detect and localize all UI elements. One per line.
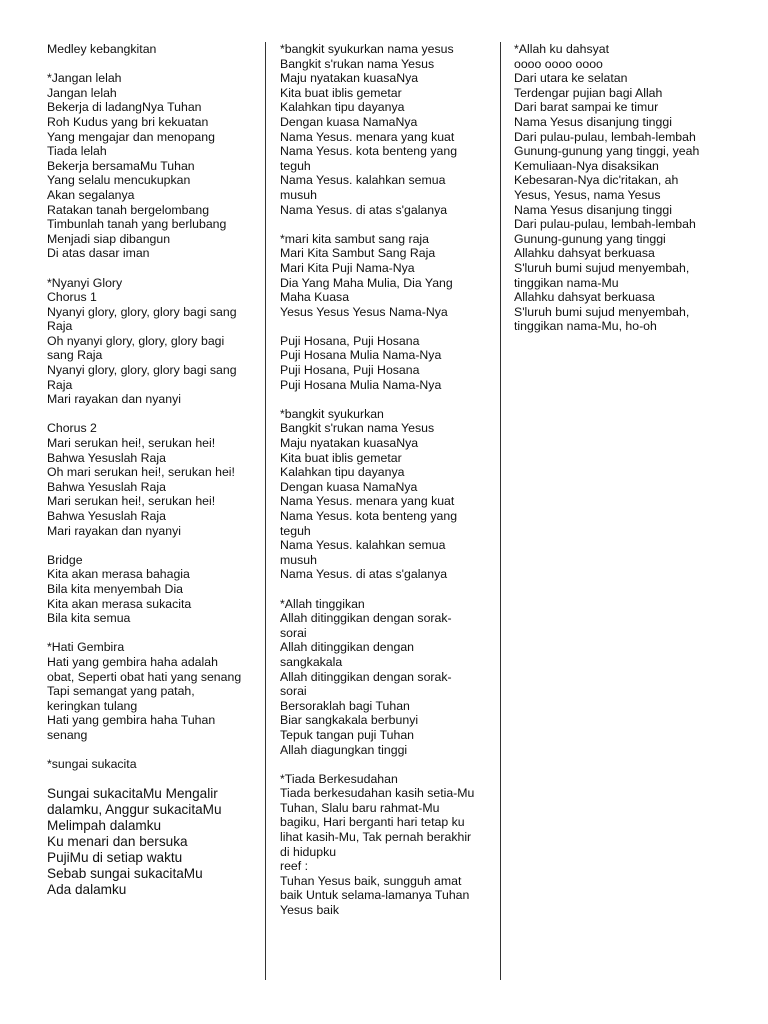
lyric-line: Nama Yesus. kalahkan semua <box>280 538 446 553</box>
lyric-line: S'luruh bumi sujud menyembah, <box>514 304 690 319</box>
lyric-line: Allah ditinggikan dengan sorak- <box>280 669 452 684</box>
lyric-line: Bahwa Yesuslah Raja <box>47 479 166 494</box>
lyric-line: Nama Yesus disanjung tinggi <box>514 202 672 217</box>
lyric-section <box>280 597 488 758</box>
stanza-gap <box>280 319 488 334</box>
lyric-line: teguh <box>280 523 311 538</box>
column-divider <box>500 42 501 980</box>
lyric-section <box>47 757 257 772</box>
lyric-line: *bangkit syukurkan <box>280 406 384 421</box>
lyric-line: *Jangan lelah <box>47 71 122 86</box>
lyric-line: Kita akan merasa bahagia <box>47 567 190 582</box>
lyric-line: sorai <box>280 684 307 699</box>
lyric-line: sangkakala <box>280 654 343 669</box>
lyric-line: Kebesaran-Nya dic'ritakan, ah <box>514 173 679 188</box>
lyric-line: Sebab sungai sukacitaMu <box>47 866 203 882</box>
lyric-line: Bila kita menyembah Dia <box>47 581 184 596</box>
lyric-line: oooo oooo oooo <box>514 56 603 71</box>
lyric-line: Nama Yesus. di atas s'galanya <box>280 567 448 582</box>
lyric-line: Nama Yesus. menara yang kuat <box>280 494 455 509</box>
lyric-line: Dari utara ke selatan <box>514 71 628 86</box>
lyric-line: *sungai sukacita <box>47 757 137 772</box>
lyric-section <box>280 407 488 582</box>
lyric-line: Hati yang gembira haha Tuhan <box>47 713 216 728</box>
lyric-line: Mari rayakan dan nyanyi <box>47 392 181 407</box>
lyric-line: Biar sangkakala berbunyi <box>280 713 419 728</box>
lyric-section <box>47 42 257 57</box>
lyric-line: Tiada lelah <box>47 144 107 159</box>
lyric-line: Maju nyatakan kuasaNya <box>280 436 419 451</box>
lyric-line: Kalahkan tipu dayanya <box>280 100 405 115</box>
lyric-section <box>47 276 257 407</box>
lyric-line: Bekerja di ladangNya Tuhan <box>47 100 202 115</box>
lyric-line: Raja <box>47 319 73 334</box>
lyric-line: sorai <box>280 625 307 640</box>
lyric-line: Jangan lelah <box>47 85 117 100</box>
lyric-line: Bahwa Yesuslah Raja <box>47 450 166 465</box>
lyric-line: Gunung-gunung yang tinggi, yeah <box>514 144 700 159</box>
lyric-line: Allah ditinggikan dengan <box>280 640 415 655</box>
lyric-line: senang <box>47 727 88 742</box>
stanza-gap <box>280 757 488 772</box>
lyric-line: Mari Kita Sambut Sang Raja <box>280 246 436 261</box>
lyric-line: Dengan kuasa NamaNya <box>280 479 418 494</box>
lyric-line: Tepuk tangan puji Tuhan <box>280 727 415 742</box>
lyric-line: Oh mari serukan hei!, serukan hei! <box>47 465 235 480</box>
stanza-gap <box>280 582 488 597</box>
lyric-line: Mari serukan hei!, serukan hei! <box>47 436 216 451</box>
lyric-line: Kalahkan tipu dayanya <box>280 465 405 480</box>
lyric-line: teguh <box>280 158 311 173</box>
lyric-line: Melimpah dalamku <box>47 818 162 834</box>
lyric-line: Nyanyi glory, glory, glory bagi sang <box>47 304 237 319</box>
lyric-line: *mari kita sambut sang raja <box>280 231 429 246</box>
lyric-line: *Allah ku dahsyat <box>514 42 610 56</box>
lyric-line: *bangkit syukurkan nama yesus <box>280 42 454 56</box>
lyric-line: Mari serukan hei!, serukan hei! <box>47 494 216 509</box>
lyric-line: tinggikan nama-Mu <box>514 275 619 290</box>
lyric-line: Chorus 1 <box>47 290 97 305</box>
lyric-line: Menjadi siap dibangun <box>47 231 171 246</box>
stanza-gap <box>47 772 257 787</box>
lyric-line: reef : <box>280 859 309 874</box>
lyric-line: Puji Hosana Mulia Nama-Nya <box>280 377 442 392</box>
lyric-line: Bila kita semua <box>47 611 131 626</box>
lyric-line: Yesus, Yesus, nama Yesus <box>514 187 661 202</box>
lyric-line: Allah diagungkan tinggi <box>280 742 408 757</box>
lyric-line: Sungai sukacitaMu Mengalir <box>47 786 218 802</box>
column-divider <box>265 42 266 980</box>
lyric-line: Ku menari dan bersuka <box>47 834 188 850</box>
lyric-line: Kita akan merasa sukacita <box>47 596 192 611</box>
lyrics-column-3 <box>514 42 744 334</box>
lyric-line: Kita buat iblis gemetar <box>280 85 402 100</box>
lyric-line: Kita buat iblis gemetar <box>280 450 402 465</box>
lyric-line: obat, Seperti obat hati yang senang <box>47 669 242 684</box>
lyric-line: Tapi semangat yang patah, <box>47 684 195 699</box>
lyric-line: Timbunlah tanah yang berlubang <box>47 217 227 232</box>
lyric-line: Nama Yesus. kota benteng yang <box>280 509 458 523</box>
lyric-line: Tuhan, Slalu baru rahmat-Mu <box>280 800 440 815</box>
lyric-section <box>47 640 257 742</box>
lyric-line: Dia Yang Maha Mulia, Dia Yang <box>280 275 453 290</box>
stanza-gap <box>47 57 257 72</box>
lyric-line: Bridge <box>47 552 83 567</box>
lyric-line: Tiada berkesudahan kasih setia-Mu <box>280 786 475 801</box>
lyric-line: sang Raja <box>47 348 103 363</box>
stanza-gap <box>47 261 257 276</box>
lyric-section <box>47 786 257 898</box>
lyric-line: Mari rayakan dan nyanyi <box>47 523 181 538</box>
lyric-line: Puji Hosana Mulia Nama-Nya <box>280 348 442 363</box>
lyric-line: baik Untuk selama-lamanya Tuhan <box>280 888 470 903</box>
lyric-line: *Tiada Berkesudahan <box>280 771 398 786</box>
lyric-section <box>280 334 488 392</box>
stanza-gap <box>47 538 257 553</box>
lyric-line: Nama Yesus. di atas s'galanya <box>280 202 448 217</box>
lyrics-column-1 <box>47 42 257 898</box>
lyric-line: *Allah tinggikan <box>280 596 365 611</box>
lyric-line: Nama Yesus disanjung tinggi <box>514 114 672 129</box>
lyric-line: Nyanyi glory, glory, glory bagi sang <box>47 363 237 378</box>
lyric-line: Roh Kudus yang bri kekuatan <box>47 114 209 129</box>
lyric-line: Dari pulau-pulau, lembah-lembah <box>514 129 696 144</box>
lyric-section <box>280 232 488 320</box>
lyric-line: Oh nyanyi glory, glory, glory bagi <box>47 333 225 348</box>
lyric-line: S'luruh bumi sujud menyembah, <box>514 260 690 275</box>
lyric-line: Yang mengajar dan menopang <box>47 129 215 144</box>
lyrics-column-2 <box>280 42 488 918</box>
lyric-line: di hidupku <box>280 844 337 859</box>
lyric-line: Ratakan tanah bergelombang <box>47 202 210 217</box>
lyric-line: Tuhan Yesus baik, sungguh amat <box>280 873 462 888</box>
lyric-line: Dari barat sampai ke timur <box>514 100 659 115</box>
lyric-line: Maha Kuasa <box>280 290 350 305</box>
lyric-line: Ada dalamku <box>47 882 127 898</box>
lyric-line: musuh <box>280 187 317 202</box>
lyric-line: Bersoraklah bagi Tuhan <box>280 698 410 713</box>
lyric-line: Nama Yesus. menara yang kuat <box>280 129 455 144</box>
lyric-line: PujiMu di setiap waktu <box>47 850 183 866</box>
lyric-line: Allahku dahsyat berkuasa <box>514 290 655 305</box>
stanza-gap <box>280 392 488 407</box>
lyric-line: Akan segalanya <box>47 187 135 202</box>
lyric-line: *Nyanyi Glory <box>47 275 123 290</box>
lyric-line: Hati yang gembira haha adalah <box>47 654 218 669</box>
lyric-line: musuh <box>280 552 317 567</box>
lyric-line: Bangkit s'rukan nama Yesus <box>280 56 435 71</box>
lyric-line: lihat kasih-Mu, Tak pernah berakhir <box>280 830 472 845</box>
lyric-line: *Hati Gembira <box>47 640 125 655</box>
lyric-section <box>47 553 257 626</box>
lyric-line: Bahwa Yesuslah Raja <box>47 509 166 523</box>
lyric-line: Nama Yesus. kalahkan semua <box>280 173 446 188</box>
lyric-line: Maju nyatakan kuasaNya <box>280 71 419 86</box>
lyric-line: Dengan kuasa NamaNya <box>280 114 418 129</box>
lyric-line: Bangkit s'rukan nama Yesus <box>280 421 435 436</box>
lyric-line: Terdengar pujian bagi Allah <box>514 85 663 100</box>
lyric-line: Raja <box>47 377 73 392</box>
lyric-line: Bekerja bersamaMu Tuhan <box>47 158 195 173</box>
lyric-section <box>280 772 488 918</box>
lyric-section <box>47 421 257 538</box>
lyric-line: bagiku, Hari berganti hari tetap ku <box>280 815 465 830</box>
lyric-section <box>47 71 257 261</box>
lyric-line: Yang selalu mencukupkan <box>47 173 191 188</box>
lyric-line: Allahku dahsyat berkuasa <box>514 246 655 261</box>
stanza-gap <box>47 407 257 422</box>
lyric-line: Chorus 2 <box>47 421 97 436</box>
stanza-gap <box>280 217 488 232</box>
lyric-line: Di atas dasar iman <box>47 246 150 261</box>
lyric-line: Nama Yesus. kota benteng yang <box>280 144 458 159</box>
lyric-line: dalamku, Anggur sukacitaMu <box>47 802 222 818</box>
document-title: Medley kebangkitan <box>47 42 157 56</box>
lyric-line: Yesus Yesus Yesus Nama-Nya <box>280 304 448 319</box>
lyric-line: Puji Hosana, Puji Hosana <box>280 363 420 378</box>
lyric-line: Puji Hosana, Puji Hosana <box>280 333 420 348</box>
lyric-section <box>514 42 744 334</box>
lyric-section <box>280 42 488 217</box>
stanza-gap <box>47 743 257 758</box>
lyric-line: Allah ditinggikan dengan sorak- <box>280 611 452 626</box>
lyric-line: tinggikan nama-Mu, ho-oh <box>514 319 657 334</box>
stanza-gap <box>47 626 257 641</box>
lyric-line: keringkan tulang <box>47 698 138 713</box>
lyric-line: Kemuliaan-Nya disaksikan <box>514 158 659 173</box>
lyric-line: Yesus baik <box>280 903 340 918</box>
lyric-line: Dari pulau-pulau, lembah-lembah <box>514 217 696 232</box>
lyric-line: Mari Kita Puji Nama-Nya <box>280 260 415 275</box>
lyric-line: Gunung-gunung yang tinggi <box>514 231 666 246</box>
